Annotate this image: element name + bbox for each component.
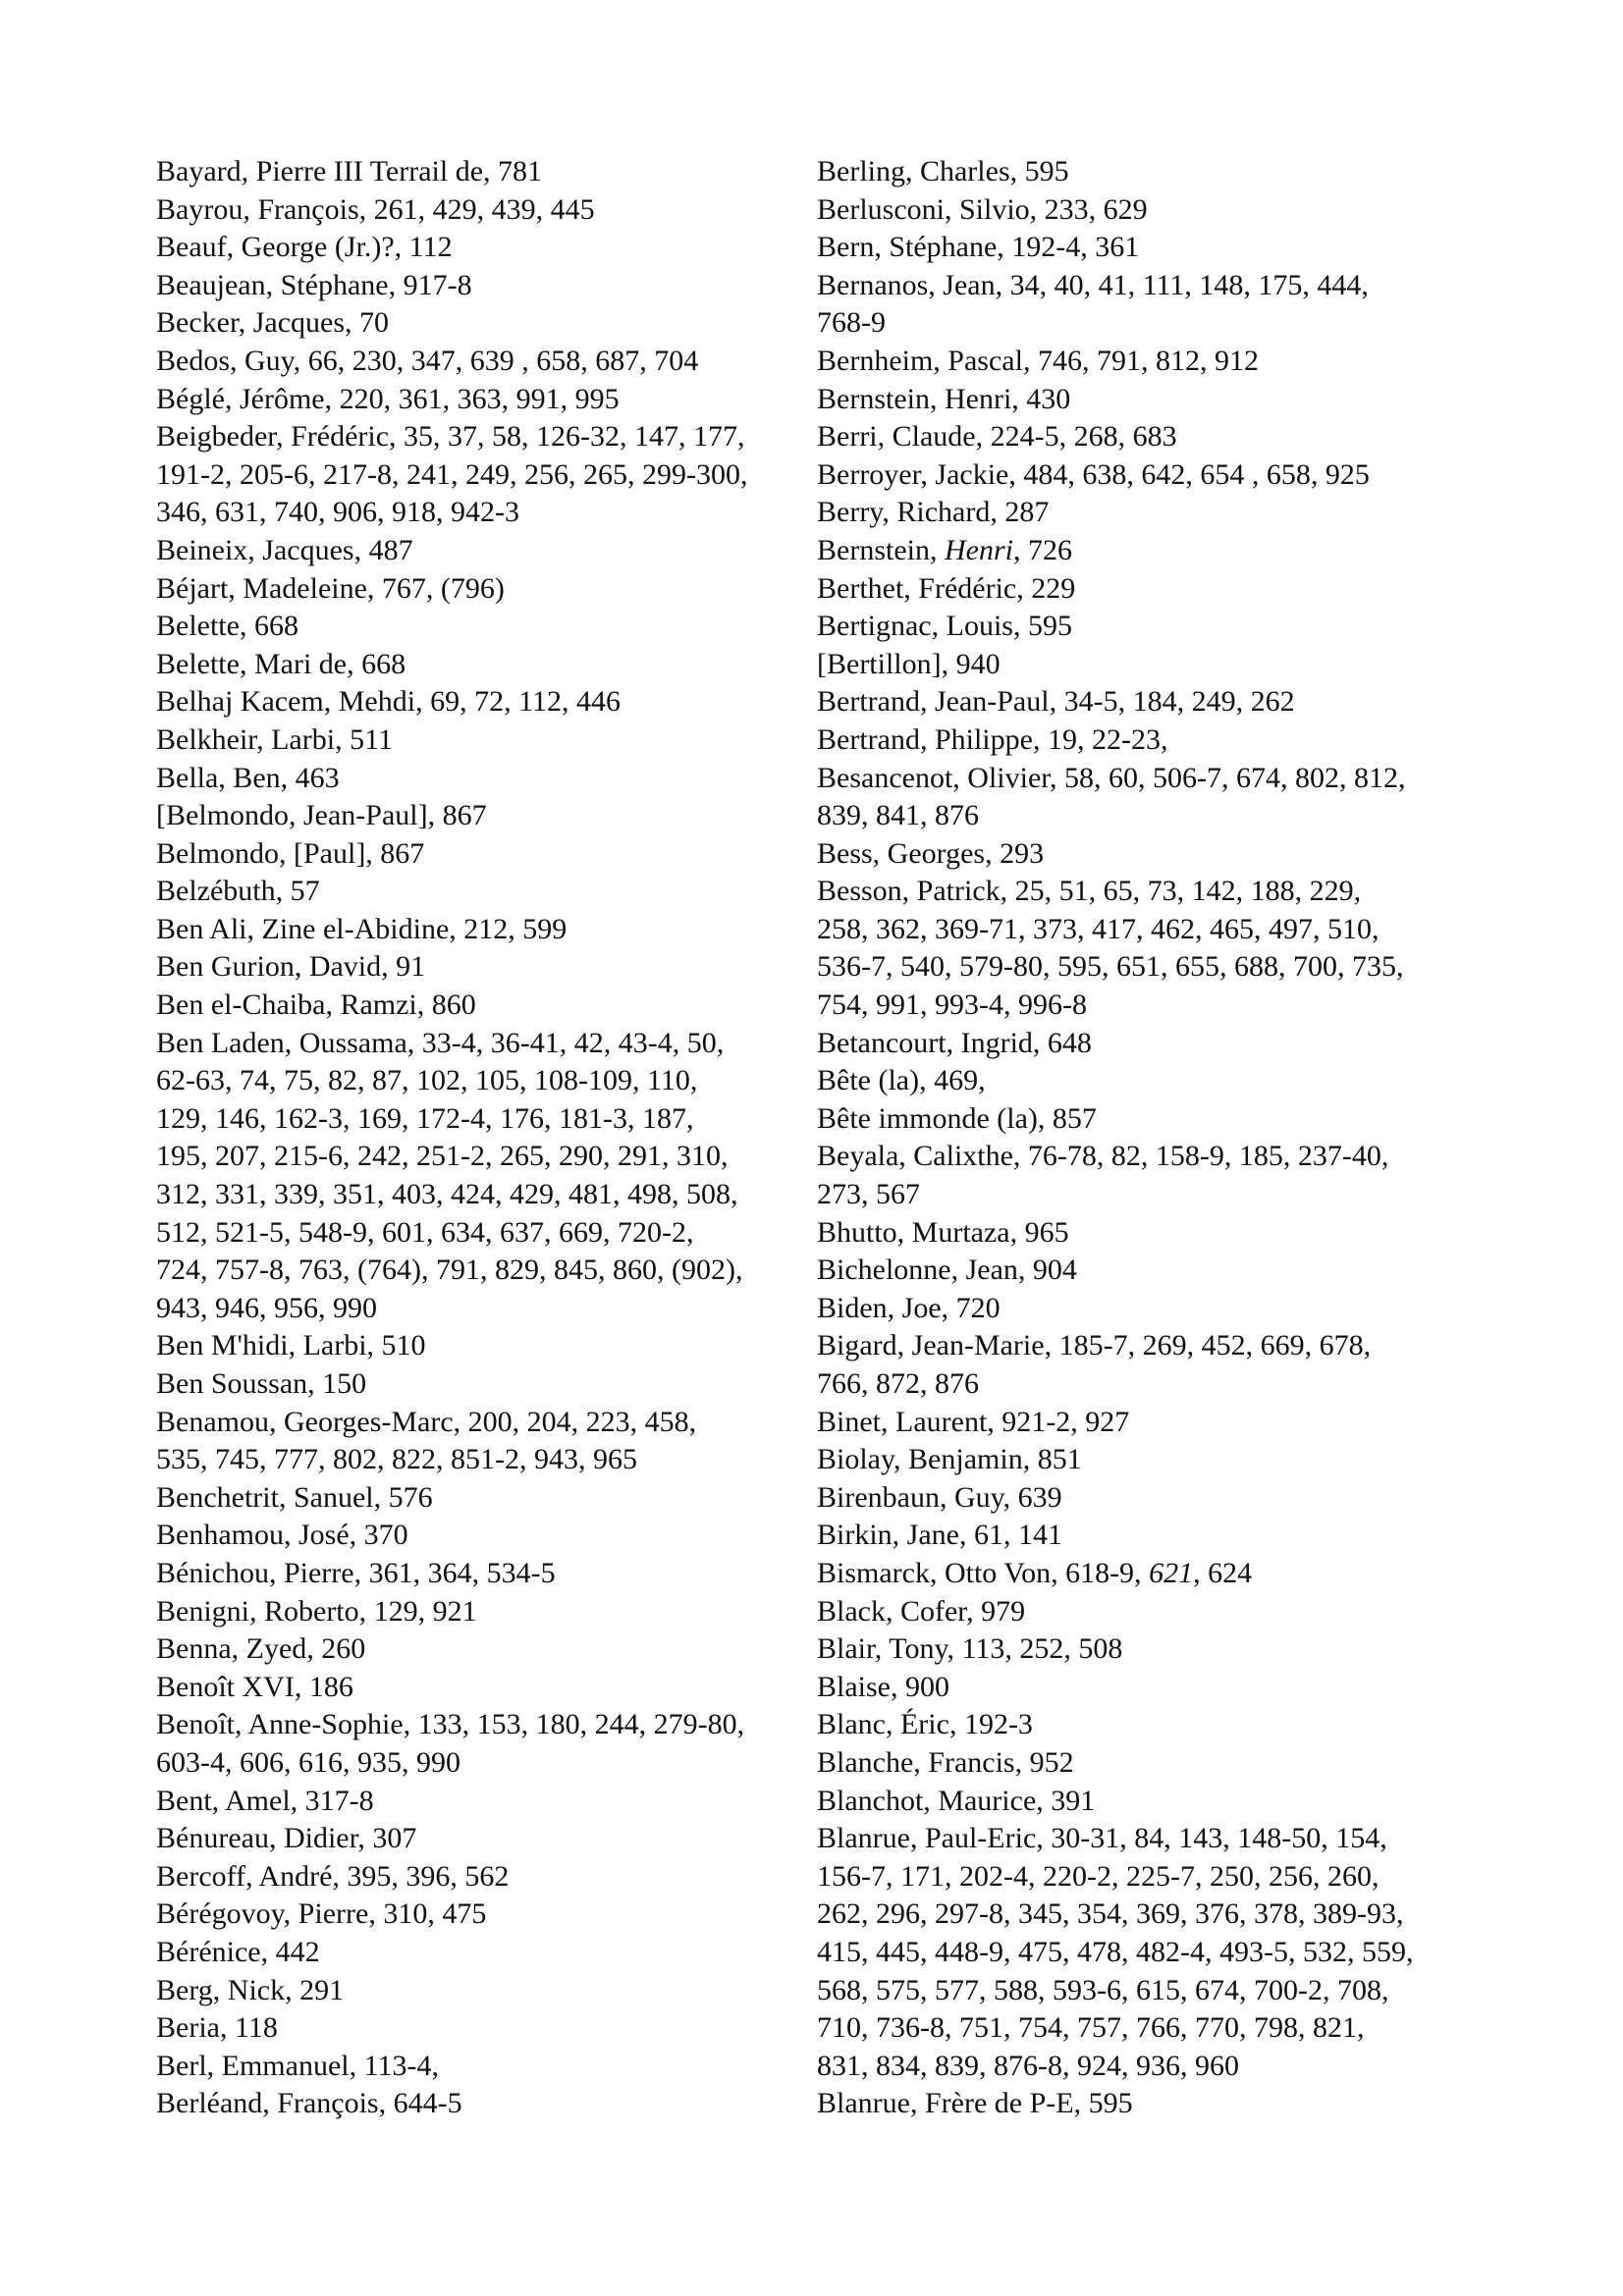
index-entry-line: Betancourt, Ingrid, 648: [817, 1026, 1092, 1059]
index-entry-line: Berling, Charles, 595: [817, 155, 1069, 187]
index-entry-line: 724, 757-8, 763, (764), 791, 829, 845, 860, (902),: [156, 1254, 743, 1287]
index-entry-line: 535, 745, 777, 802, 822, 851-2, 943, 965: [156, 1443, 637, 1476]
index-entry-line: 603-4, 606, 616, 935, 990: [156, 1745, 460, 1779]
index-entry-line: Becker, Jacques, 70: [156, 306, 390, 340]
entry-text: Bismarck, Otto Von, 618-9,: [817, 1556, 1150, 1589]
index-entry-line: Berg, Nick, 291: [156, 1973, 345, 2006]
index-entry-line: Ben el-Chaiba, Ramzi, 860: [156, 988, 476, 1022]
index-entry-line: 129, 146, 162-3, 169, 172-4, 176, 181-3, 187,: [156, 1101, 694, 1135]
index-entry-line: Bête (la), 469,: [817, 1064, 986, 1097]
index-entry-line: 754, 991, 993-4, 996-8: [817, 988, 1087, 1022]
index-entry-line: 943, 946, 956, 990: [156, 1291, 377, 1324]
index-entry-line: Benigni, Roberto, 129, 921: [156, 1594, 477, 1628]
index-entry-line: 766, 872, 876: [817, 1367, 979, 1400]
index-entry-line: Bayrou, François, 261, 429, 439, 445: [156, 192, 595, 226]
index-entry-line: Bernstein, Henri, 430: [817, 382, 1071, 415]
index-entry-line: Benoît XVI, 186: [156, 1670, 353, 1703]
index-entry-line: Bent, Amel, 317-8: [156, 1784, 374, 1817]
index-entry-line: [817, 532, 1465, 570]
index-entry-line: Bérénice, 442: [156, 1935, 320, 1968]
index-entry-line: Blanchot, Maurice, 391: [817, 1784, 1096, 1817]
index-entry-line: Blanc, Éric, 192-3: [817, 1708, 1033, 1741]
index-entry-line: Birkin, Jane, 61, 141: [817, 1519, 1062, 1552]
index-entry-line: [Belmondo, Jean-Paul], 867: [156, 799, 487, 832]
index-entry-line: Berri, Claude, 224-5, 268, 683: [817, 420, 1177, 454]
index-entry-line: Ben Laden, Oussama, 33-4, 36-41, 42, 43-4, 50,: [156, 1026, 725, 1059]
entry-italic-text: 621: [1149, 1556, 1194, 1589]
index-entry-line: Benhamou, José, 370: [156, 1519, 408, 1552]
index-entry-line: 568, 575, 577, 588, 593-6, 615, 674, 700-2, 708,: [817, 1973, 1389, 2006]
index-entry-line: 258, 362, 369-71, 373, 417, 462, 465, 497, 510,: [817, 912, 1380, 945]
index-entry-line: 839, 841, 876: [817, 799, 979, 832]
index-entry-line: Belzébuth, 57: [156, 875, 320, 908]
index-entry-line: Beigbeder, Frédéric, 35, 37, 58, 126-32, 147, 177,: [156, 420, 745, 454]
index-entry-line: 415, 445, 448-9, 475, 478, 482-4, 493-5, 532, 559,: [817, 1935, 1414, 1968]
entry-text: , 624: [1193, 1556, 1253, 1589]
index-entry-line: Bénureau, Didier, 307: [156, 1822, 417, 1855]
index-entry-line: Berthet, Frédéric, 229: [817, 571, 1076, 605]
index-entry-line: Béjart, Madeleine, 767, (796): [156, 571, 505, 605]
index-entry-line: Belette, Mari de, 668: [156, 647, 406, 680]
index-entry-line: Blanche, Francis, 952: [817, 1745, 1074, 1779]
index-entry-line: Belmondo, [Paul], 867: [156, 836, 425, 870]
index-entry-line: Blair, Tony, 113, 252, 508: [817, 1632, 1123, 1666]
index-entry-line: 273, 567: [817, 1178, 920, 1211]
index-entry-line: Bella, Ben, 463: [156, 761, 340, 794]
index-entry-line: Birenbaun, Guy, 639: [817, 1480, 1062, 1514]
index-entry-line: Bhutto, Murtaza, 965: [817, 1215, 1069, 1249]
index-entry-line: Benchetrit, Sanuel, 576: [156, 1480, 433, 1514]
index-entry-line: Beaujean, Stéphane, 917-8: [156, 268, 472, 301]
index-entry-line: 831, 834, 839, 876-8, 924, 936, 960: [817, 2049, 1239, 2082]
index-entry-line: Bernheim, Pascal, 746, 791, 812, 912: [817, 344, 1259, 377]
index-entry-line: Bertignac, Louis, 595: [817, 610, 1072, 643]
index-entry-line: [817, 1555, 1465, 1593]
index-entry-line: Beyala, Calixthe, 76-78, 82, 158-9, 185, 237-40,: [817, 1140, 1389, 1173]
index-column-right: [817, 153, 1465, 2123]
index-entry-line: Berroyer, Jackie, 484, 638, 642, 654 , 658, 925: [817, 457, 1370, 491]
index-entry-line: 710, 736-8, 751, 754, 757, 766, 770, 798, 821,: [817, 2011, 1365, 2045]
index-entry-line: Belhaj Kacem, Mehdi, 69, 72, 112, 446: [156, 685, 621, 719]
index-entry-line: Belette, 668: [156, 610, 298, 643]
index-entry-line: Bénichou, Pierre, 361, 364, 534-5: [156, 1556, 556, 1589]
index-entry-line: Béglé, Jérôme, 220, 361, 363, 991, 995: [156, 382, 620, 415]
index-entry-line: Blaise, 900: [817, 1670, 949, 1703]
index-entry-line: Bayard, Pierre III Terrail de, 781: [156, 155, 543, 187]
index-entry-line: Benoît, Anne-Sophie, 133, 153, 180, 244, 279-80,: [156, 1708, 745, 1741]
index-entry-line: 156-7, 171, 202-4, 220-2, 225-7, 250, 256, 260,: [817, 1859, 1380, 1893]
index-entry-line: 62-63, 74, 75, 82, 87, 102, 105, 108-109, 110,: [156, 1064, 698, 1097]
index-column-left: [156, 153, 816, 2123]
index-entry-line: 512, 521-5, 548-9, 601, 634, 637, 669, 720-2,: [156, 1215, 694, 1249]
index-entry-line: Benamou, Georges-Marc, 200, 204, 223, 458,: [156, 1405, 697, 1438]
index-entry-line: Bérégovoy, Pierre, 310, 475: [156, 1897, 487, 1931]
index-entry-line: Biolay, Benjamin, 851: [817, 1443, 1082, 1476]
index-entry-line: Blanrue, Frère de P-E, 595: [817, 2087, 1133, 2120]
index-entry-line: Beauf, George (Jr.)?, 112: [156, 231, 453, 264]
index-entry-line: 536-7, 540, 579-80, 595, 651, 655, 688, 700, 735,: [817, 950, 1404, 984]
index-entry-line: Berlusconi, Silvio, 233, 629: [817, 192, 1148, 226]
index-entry-line: Black, Cofer, 979: [817, 1594, 1026, 1628]
index-entry-line: Ben Soussan, 150: [156, 1367, 367, 1400]
index-entry-line: Bête immonde (la), 857: [817, 1101, 1097, 1135]
index-entry-line: Bercoff, André, 395, 396, 562: [156, 1859, 510, 1893]
index-entry-line: Bertrand, Jean-Paul, 34-5, 184, 249, 262: [817, 685, 1295, 719]
index-entry-line: Ben M'hidi, Larbi, 510: [156, 1329, 426, 1362]
index-entry-line: Berléand, François, 644-5: [156, 2087, 462, 2120]
index-entry-line: Biden, Joe, 720: [817, 1291, 1001, 1324]
index-entry-line: 262, 296, 297-8, 345, 354, 369, 376, 378, 389-93,: [817, 1897, 1404, 1931]
index-entry-line: Binet, Laurent, 921-2, 927: [817, 1405, 1130, 1438]
index-entry-line: Bernanos, Jean, 34, 40, 41, 111, 148, 175, 444,: [817, 268, 1369, 301]
index-entry-line: Bertrand, Philippe, 19, 22-23,: [817, 722, 1168, 756]
index-entry-line: Ben Gurion, David, 91: [156, 950, 426, 984]
index-entry-line: Besancenot, Olivier, 58, 60, 506-7, 674, 802, 812,: [817, 761, 1406, 794]
index-entry-line: Bedos, Guy, 66, 230, 347, 639 , 658, 687, 704: [156, 344, 699, 377]
index-entry-line: Bern, Stéphane, 192-4, 361: [817, 231, 1140, 264]
index-entry-line: Beria, 118: [156, 2011, 278, 2045]
index-entry-line: Ben Ali, Zine el-Abidine, 212, 599: [156, 912, 568, 945]
index-entry-line: Berry, Richard, 287: [817, 496, 1050, 529]
index-entry-line: Berl, Emmanuel, 113-4,: [156, 2049, 439, 2082]
index-entry-line: Benna, Zyed, 260: [156, 1632, 366, 1666]
index-entry-line: 346, 631, 740, 906, 918, 942-3: [156, 496, 519, 529]
index-entry-line: Bess, Georges, 293: [817, 836, 1045, 870]
index-entry-line: 191-2, 205-6, 217-8, 241, 249, 256, 265, 299-300,: [156, 457, 748, 491]
index-entry-line: Bichelonne, Jean, 904: [817, 1254, 1077, 1287]
entry-text: , 726: [1012, 533, 1072, 566]
index-entry-line: 312, 331, 339, 351, 403, 424, 429, 481, 498, 508,: [156, 1178, 738, 1211]
index-entry-line: Belkheir, Larbi, 511: [156, 722, 393, 756]
index-entry-line: 768-9: [817, 306, 886, 340]
index-entry-line: Blanrue, Paul-Eric, 30-31, 84, 143, 148-50, 154,: [817, 1822, 1387, 1855]
index-entry-line: [Bertillon], 940: [817, 647, 1001, 680]
entry-text: Bernstein,: [817, 533, 945, 566]
entry-italic-text: Henri: [944, 533, 1013, 566]
index-entry-line: 195, 207, 215-6, 242, 251-2, 265, 290, 291, 310,: [156, 1140, 729, 1173]
index-entry-line: Beineix, Jacques, 487: [156, 533, 413, 566]
index-entry-line: Besson, Patrick, 25, 51, 65, 73, 142, 188, 229,: [817, 875, 1362, 908]
index-entry-line: Bigard, Jean-Marie, 185-7, 269, 452, 669, 678,: [817, 1329, 1372, 1362]
